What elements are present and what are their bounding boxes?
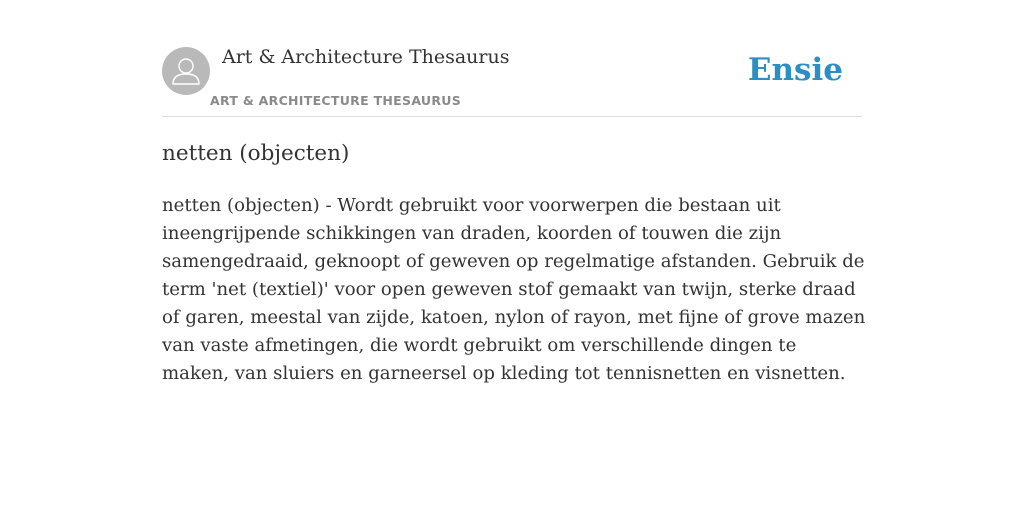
entry-title: netten (objecten): [162, 141, 350, 166]
user-icon: [162, 47, 210, 95]
source-header: [162, 46, 862, 117]
source-title[interactable]: Art & Architecture Thesaurus: [222, 46, 510, 68]
entry-definition: netten (objecten) - Wordt gebruikt voor voorwerpen die bestaan uit ineengrijpende schikkingen van draden, koorden of touwen die zijn samengedraaid, geknoopt of geweven op regelmatige afstanden. Gebruik de term 'net (textiel)' voor open geweven stof gemaakt van twijn, sterke draad of garen, meestal van zijde, katoen, nylon of rayon, met fijne of grove mazen van vaste afmetingen, die wordt gebruikt om verschillende dingen te maken, van sluiers en garneersel op kleding tot tennisnetten en visnetten.: [162, 195, 866, 384]
source-subtitle: ART & ARCHITECTURE THESAURUS: [210, 93, 462, 108]
ensie-logo[interactable]: Ensie: [747, 52, 843, 88]
avatar[interactable]: [162, 47, 210, 95]
